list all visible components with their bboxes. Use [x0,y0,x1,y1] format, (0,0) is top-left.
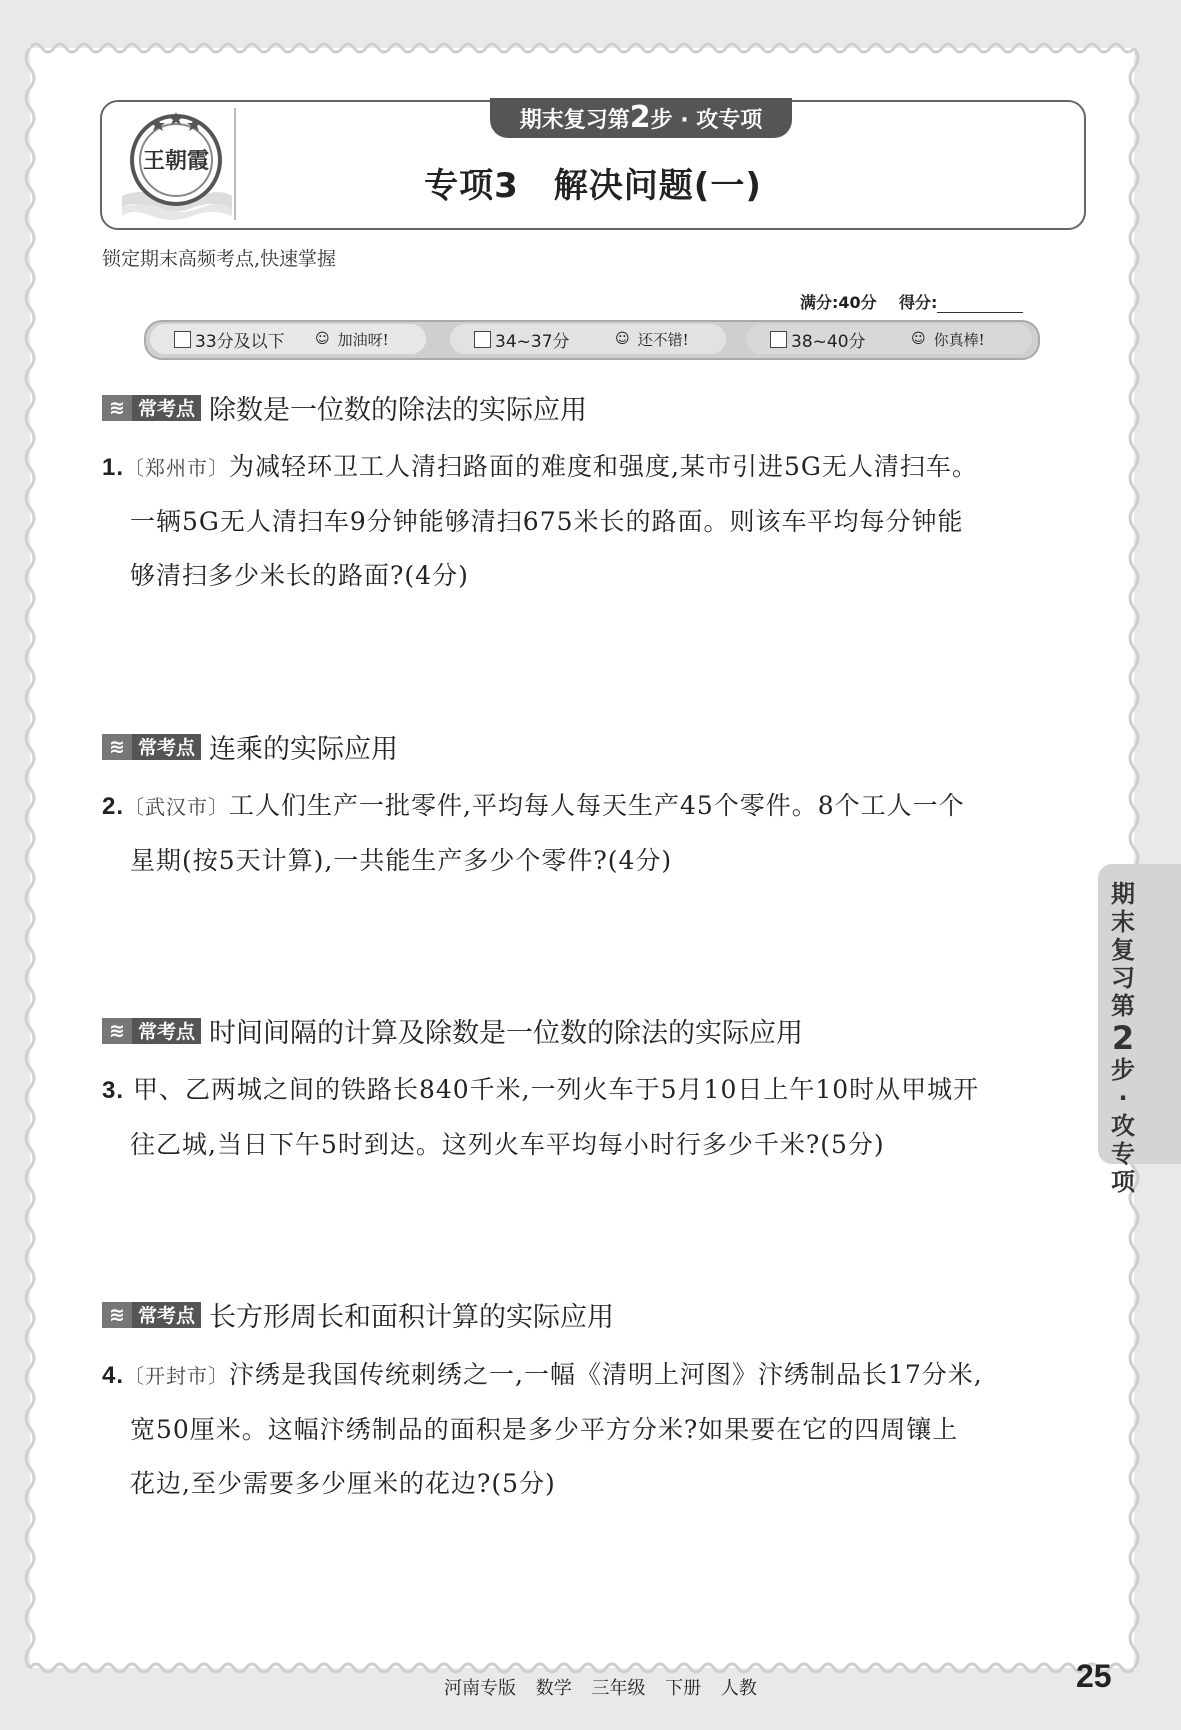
page-title: 专项3 解决问题(一) [424,166,762,206]
score-line [800,290,1023,313]
rating-option[interactable] [150,324,426,354]
wave-lines-icon: ≋ [102,395,132,421]
wave-lines-icon: ≋ [102,1018,132,1044]
score-blank[interactable] [937,312,1023,313]
section-heading [102,1295,614,1334]
top-wavy-border [30,40,1134,56]
question-line: 1.〔郑州市〕为减轻环卫工人清扫路面的难度和强度,某市引进5G无人清扫车。 [102,452,978,481]
question-number: 2. [102,793,125,820]
question [102,440,1098,603]
smiley-icon: ☺ [615,331,630,347]
question-line: 3. 甲、乙两城之间的铁路长840千米,一列火车于5月10日上午10时从甲城开 [102,1075,980,1104]
side-tab [1098,864,1181,1196]
left-wavy-border [22,48,38,1668]
side-tab-label [1110,880,1136,1196]
question-number: 4. [102,1362,125,1389]
question-source: 〔郑州市〕 [124,456,230,480]
footer-info: 河南专版 数学 三年级 下册 人教 [444,1678,757,1699]
question-line: 够清扫多少米长的路面?(4分) [130,561,469,590]
question-source: 〔开封市〕 [124,1364,230,1388]
wave-lines-icon: ≋ [102,1302,132,1328]
question [102,1063,1098,1172]
rating-range: 33分及以下 [195,331,285,352]
section-heading [102,727,398,766]
checkbox[interactable] [474,331,491,348]
wave-lines-icon: ≋ [102,734,132,760]
question-line: 4.〔开封市〕汴绣是我国传统刺绣之一,一幅《清明上河图》汴绣制品长17分米, [102,1360,983,1389]
question-line: 宽50厘米。这幅汴绣制品的面积是多少平方分米?如果要在它的四周镶上 [130,1415,959,1444]
step-number: 2 [629,100,651,135]
checkbox[interactable] [770,331,787,348]
question-line: 一辆5G无人清扫车9分钟能够清扫675米长的路面。则该车平均每分钟能 [130,507,964,536]
side-tab-bottom: 步·攻专项 [1111,1056,1135,1196]
rating-cheer: 加油呀! [337,330,389,349]
topic-badge: ≋ 常考点 [102,1302,201,1328]
rating-option[interactable] [450,324,726,354]
question [102,1348,1098,1511]
side-tab-number: 2 [1111,1019,1135,1057]
section-heading [102,388,587,427]
step-tab [490,98,792,138]
topic-badge: ≋ 常考点 [102,395,201,421]
page-number: 25 [1076,1658,1112,1694]
question-number: 1. [102,454,125,481]
full-marks: 满分:40分 [800,293,877,312]
section-topic: 长方形周长和面积计算的实际应用 [209,1302,615,1333]
rating-option[interactable] [746,324,1032,354]
svg-text:王朝霞: 王朝霞 [142,148,210,174]
side-tab-top: 期末复习第 [1111,880,1135,1020]
rating-range: 38~40分 [791,331,866,352]
header-box [100,100,1086,230]
score-label: 得分: [898,293,938,312]
rating-range: 34~37分 [495,331,570,352]
section-heading [102,1011,803,1050]
subtitle: 锁定期末高频考点,快速掌握 [102,248,337,270]
rating-cheer: 你真棒! [933,330,985,349]
section-topic: 时间间隔的计算及除数是一位数的除法的实际应用 [209,1018,804,1049]
rating-cheer: 还不错! [637,330,689,349]
question [102,779,1098,888]
worksheet-page [30,48,1134,1699]
question-source: 〔武汉市〕 [124,795,230,819]
topic-badge: ≋ 常考点 [102,734,201,760]
rating-bar [144,320,1040,360]
smiley-icon: ☺ [315,331,330,347]
checkbox[interactable] [174,331,191,348]
topic-badge: ≋ 常考点 [102,1018,201,1044]
question-number: 3. [102,1077,125,1104]
step-suffix: 步 · 攻专项 [650,108,763,133]
step-prefix: 期末复习第 [519,108,630,133]
question-line: 往乙城,当日下午5时到达。这列火车平均每小时行多少千米?(5分) [130,1130,885,1159]
smiley-icon: ☺ [911,331,926,347]
section-topic: 连乘的实际应用 [209,734,399,765]
question-line: 2.〔武汉市〕工人们生产一批零件,平均每人每天生产45个零件。8个工人一个 [102,791,965,820]
question-line: 星期(按5天计算),一共能生产多少个零件?(4分) [130,846,673,875]
question-line: 花边,至少需要多少厘米的花边?(5分) [130,1469,556,1498]
section-topic: 除数是一位数的除法的实际应用 [209,395,588,426]
right-wavy-border [1126,48,1142,1668]
